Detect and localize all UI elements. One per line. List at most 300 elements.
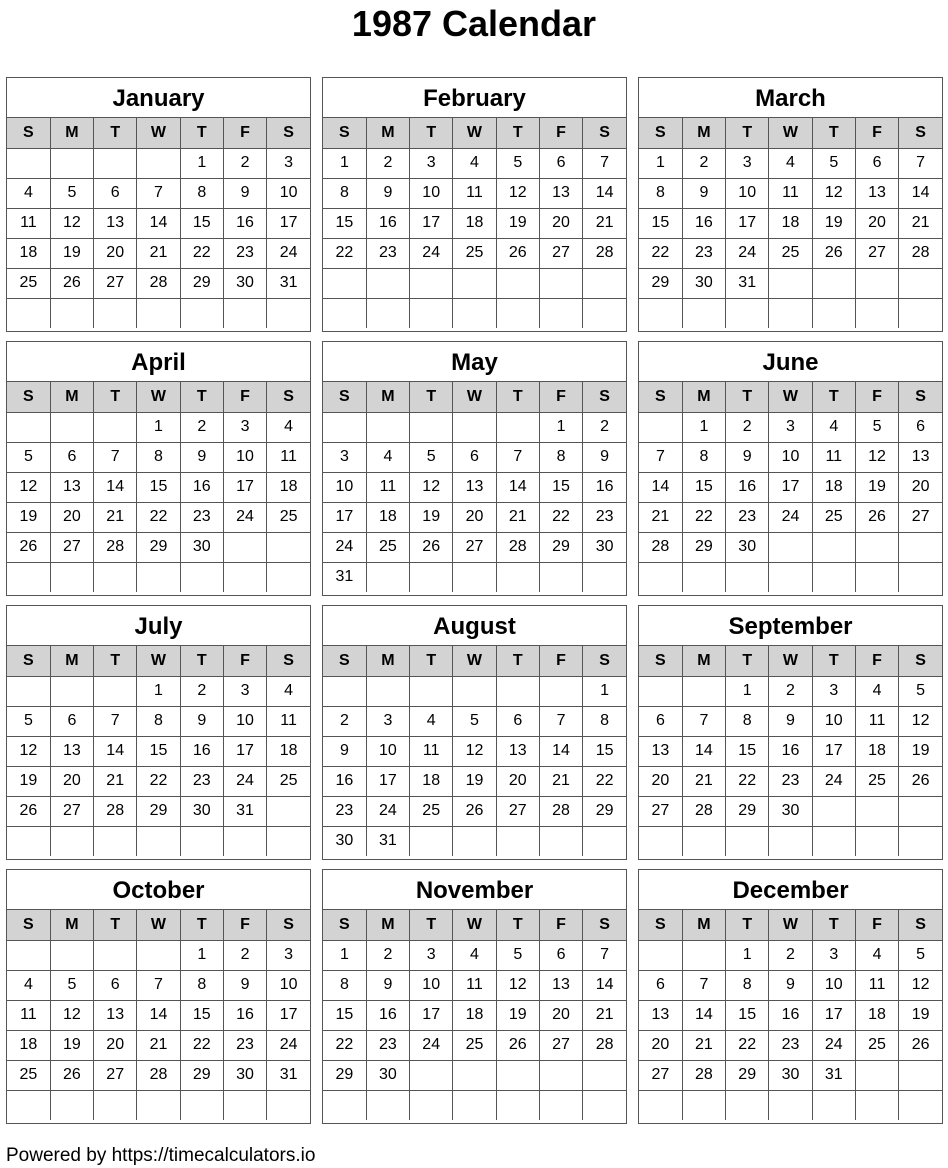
day-cell: 4 [812, 412, 855, 442]
day-cell [639, 826, 682, 856]
day-cell: 1 [180, 940, 223, 970]
weekday-header: M [50, 382, 93, 412]
day-cell: 15 [639, 208, 682, 238]
day-cell [94, 412, 137, 442]
day-cell: 7 [583, 148, 626, 178]
day-cell: 30 [180, 796, 223, 826]
day-cell [50, 940, 93, 970]
day-cell: 30 [726, 532, 769, 562]
day-cell: 20 [496, 766, 539, 796]
month-name: October [7, 870, 310, 910]
weekday-header: S [583, 118, 626, 148]
day-cell: 3 [812, 940, 855, 970]
day-cell [639, 1090, 682, 1120]
weekday-header: T [410, 646, 453, 676]
day-cell: 15 [137, 736, 180, 766]
day-cell: 30 [682, 268, 725, 298]
day-cell: 7 [496, 442, 539, 472]
day-cell: 11 [410, 736, 453, 766]
day-cell [682, 940, 725, 970]
day-cell: 14 [94, 736, 137, 766]
day-cell: 15 [726, 1000, 769, 1030]
day-cell: 15 [180, 1000, 223, 1030]
day-cell: 16 [769, 736, 812, 766]
day-cell: 18 [410, 766, 453, 796]
day-cell: 5 [50, 178, 93, 208]
day-cell: 28 [137, 268, 180, 298]
weekday-header: F [539, 382, 582, 412]
day-cell: 27 [539, 1030, 582, 1060]
weekday-header: S [7, 118, 50, 148]
day-cell [223, 532, 266, 562]
day-cell: 20 [50, 766, 93, 796]
weekday-header: S [7, 646, 50, 676]
day-cell [583, 268, 626, 298]
day-cell: 4 [366, 442, 409, 472]
day-cell: 6 [639, 970, 682, 1000]
weekday-header: F [855, 646, 898, 676]
day-cell: 4 [7, 178, 50, 208]
day-cell: 8 [323, 178, 366, 208]
day-cell: 21 [583, 208, 626, 238]
month-grid [323, 382, 626, 592]
day-cell: 25 [366, 532, 409, 562]
day-cell [899, 1090, 942, 1120]
day-cell: 30 [769, 1060, 812, 1090]
day-cell: 4 [769, 148, 812, 178]
week-row [7, 208, 310, 238]
day-cell: 24 [223, 766, 266, 796]
day-cell: 29 [539, 532, 582, 562]
day-cell: 4 [453, 148, 496, 178]
day-cell: 14 [94, 472, 137, 502]
weekday-header: S [583, 910, 626, 940]
day-cell [496, 412, 539, 442]
day-cell: 29 [180, 268, 223, 298]
day-cell [410, 1090, 453, 1120]
day-cell [899, 826, 942, 856]
day-cell: 26 [50, 268, 93, 298]
day-cell: 24 [267, 1030, 310, 1060]
day-cell [267, 1090, 310, 1120]
day-cell: 2 [180, 676, 223, 706]
day-cell: 5 [7, 706, 50, 736]
day-cell: 22 [726, 1030, 769, 1060]
day-cell [496, 1090, 539, 1120]
month-name: August [323, 606, 626, 646]
day-cell: 26 [899, 766, 942, 796]
day-cell: 16 [366, 208, 409, 238]
month-name: March [639, 78, 942, 118]
day-cell [855, 1090, 898, 1120]
day-cell: 18 [267, 736, 310, 766]
day-cell [769, 826, 812, 856]
day-cell [366, 562, 409, 592]
day-cell [323, 412, 366, 442]
day-cell: 9 [366, 970, 409, 1000]
day-cell: 6 [539, 940, 582, 970]
day-cell: 21 [583, 1000, 626, 1030]
day-cell: 25 [7, 268, 50, 298]
day-cell: 25 [855, 1030, 898, 1060]
day-cell: 3 [769, 412, 812, 442]
week-row [639, 736, 942, 766]
weekday-header: W [137, 910, 180, 940]
day-cell [223, 298, 266, 328]
week-row [639, 178, 942, 208]
day-cell: 23 [323, 796, 366, 826]
day-cell: 20 [639, 1030, 682, 1060]
week-row [323, 148, 626, 178]
weekday-header: T [812, 382, 855, 412]
day-cell [812, 826, 855, 856]
day-cell: 24 [223, 502, 266, 532]
day-cell: 18 [812, 472, 855, 502]
day-cell: 13 [539, 178, 582, 208]
month-name: September [639, 606, 942, 646]
month-grid [323, 118, 626, 328]
day-cell: 12 [50, 1000, 93, 1030]
month-august [322, 605, 627, 860]
weekday-header: S [267, 382, 310, 412]
day-cell: 9 [366, 178, 409, 208]
week-row [7, 970, 310, 1000]
weekday-header-row [639, 910, 942, 940]
day-cell: 19 [410, 502, 453, 532]
weekday-header: M [366, 910, 409, 940]
week-row [323, 532, 626, 562]
day-cell: 8 [682, 442, 725, 472]
week-row [639, 532, 942, 562]
day-cell: 2 [366, 148, 409, 178]
day-cell [812, 298, 855, 328]
day-cell [539, 826, 582, 856]
day-cell: 7 [137, 178, 180, 208]
day-cell: 3 [223, 412, 266, 442]
week-row [7, 1000, 310, 1030]
day-cell: 28 [94, 532, 137, 562]
weekday-header: W [453, 910, 496, 940]
weekday-header: S [323, 910, 366, 940]
day-cell: 26 [812, 238, 855, 268]
day-cell: 26 [855, 502, 898, 532]
day-cell: 17 [812, 736, 855, 766]
day-cell: 23 [366, 1030, 409, 1060]
day-cell: 11 [7, 208, 50, 238]
day-cell: 22 [323, 238, 366, 268]
week-row [7, 676, 310, 706]
day-cell: 2 [583, 412, 626, 442]
day-cell: 16 [323, 766, 366, 796]
day-cell: 31 [726, 268, 769, 298]
day-cell [639, 676, 682, 706]
day-cell: 15 [682, 472, 725, 502]
day-cell [855, 298, 898, 328]
week-row [323, 208, 626, 238]
week-row [639, 1030, 942, 1060]
day-cell: 9 [726, 442, 769, 472]
month-september [638, 605, 943, 860]
day-cell: 21 [496, 502, 539, 532]
day-cell: 21 [899, 208, 942, 238]
day-cell [7, 826, 50, 856]
day-cell: 3 [267, 940, 310, 970]
day-cell [639, 298, 682, 328]
day-cell [812, 562, 855, 592]
day-cell: 3 [223, 676, 266, 706]
day-cell: 31 [812, 1060, 855, 1090]
day-cell [7, 148, 50, 178]
day-cell: 7 [899, 148, 942, 178]
day-cell: 11 [453, 970, 496, 1000]
day-cell: 18 [267, 472, 310, 502]
day-cell: 29 [682, 532, 725, 562]
day-cell: 15 [323, 1000, 366, 1030]
day-cell: 19 [855, 472, 898, 502]
weekday-header-row [323, 646, 626, 676]
day-cell [94, 826, 137, 856]
weekday-header: T [410, 382, 453, 412]
day-cell: 29 [180, 1060, 223, 1090]
day-cell: 14 [496, 472, 539, 502]
weekday-header: T [726, 382, 769, 412]
day-cell: 11 [7, 1000, 50, 1030]
day-cell [899, 1060, 942, 1090]
month-name: July [7, 606, 310, 646]
day-cell: 10 [366, 736, 409, 766]
day-cell: 4 [855, 940, 898, 970]
day-cell [855, 796, 898, 826]
day-cell: 28 [682, 796, 725, 826]
day-cell: 8 [137, 706, 180, 736]
day-cell: 11 [453, 178, 496, 208]
month-grid [639, 646, 942, 856]
week-row [323, 766, 626, 796]
week-row [7, 298, 310, 328]
weekday-header: W [769, 646, 812, 676]
day-cell: 7 [539, 706, 582, 736]
day-cell [267, 298, 310, 328]
day-cell [726, 298, 769, 328]
day-cell: 23 [583, 502, 626, 532]
day-cell: 22 [137, 766, 180, 796]
day-cell [137, 826, 180, 856]
day-cell: 6 [639, 706, 682, 736]
weekday-header: F [223, 910, 266, 940]
day-cell: 25 [453, 238, 496, 268]
day-cell [682, 676, 725, 706]
day-cell: 12 [496, 178, 539, 208]
day-cell [94, 1090, 137, 1120]
month-name: April [7, 342, 310, 382]
day-cell [855, 826, 898, 856]
day-cell [137, 148, 180, 178]
day-cell: 15 [137, 472, 180, 502]
weekday-header: F [539, 118, 582, 148]
day-cell: 1 [726, 676, 769, 706]
day-cell: 20 [50, 502, 93, 532]
month-name: May [323, 342, 626, 382]
day-cell: 3 [812, 676, 855, 706]
week-row [7, 442, 310, 472]
day-cell: 11 [366, 472, 409, 502]
day-cell [7, 562, 50, 592]
day-cell: 10 [812, 706, 855, 736]
day-cell: 11 [812, 442, 855, 472]
weekday-header: S [899, 910, 942, 940]
day-cell [94, 148, 137, 178]
week-row [639, 1000, 942, 1030]
weekday-header: M [366, 646, 409, 676]
weekday-header: S [583, 382, 626, 412]
day-cell: 26 [7, 796, 50, 826]
week-row [7, 268, 310, 298]
week-row [639, 412, 942, 442]
weekday-header: T [496, 382, 539, 412]
day-cell: 24 [267, 238, 310, 268]
day-cell: 13 [539, 970, 582, 1000]
day-cell: 16 [366, 1000, 409, 1030]
day-cell: 18 [453, 1000, 496, 1030]
day-cell: 9 [323, 736, 366, 766]
week-row [7, 940, 310, 970]
day-cell [583, 826, 626, 856]
day-cell [726, 562, 769, 592]
day-cell [682, 562, 725, 592]
day-cell: 5 [7, 442, 50, 472]
day-cell: 26 [7, 532, 50, 562]
weekday-header: M [682, 382, 725, 412]
day-cell: 25 [855, 766, 898, 796]
day-cell: 19 [7, 766, 50, 796]
day-cell: 6 [94, 178, 137, 208]
day-cell: 10 [223, 706, 266, 736]
day-cell [453, 1090, 496, 1120]
weekday-header-row [323, 910, 626, 940]
day-cell: 6 [50, 706, 93, 736]
day-cell: 28 [639, 532, 682, 562]
day-cell: 9 [769, 706, 812, 736]
day-cell [410, 412, 453, 442]
day-cell: 16 [769, 1000, 812, 1030]
day-cell: 10 [223, 442, 266, 472]
week-row [639, 1060, 942, 1090]
day-cell: 6 [50, 442, 93, 472]
day-cell [7, 940, 50, 970]
day-cell: 9 [180, 442, 223, 472]
week-row [7, 412, 310, 442]
day-cell [323, 1090, 366, 1120]
day-cell: 17 [267, 1000, 310, 1030]
day-cell: 25 [453, 1030, 496, 1060]
day-cell [410, 826, 453, 856]
day-cell [453, 826, 496, 856]
month-march [638, 77, 943, 332]
day-cell: 2 [223, 148, 266, 178]
day-cell: 17 [726, 208, 769, 238]
day-cell: 13 [94, 208, 137, 238]
day-cell [410, 562, 453, 592]
day-cell: 21 [94, 766, 137, 796]
week-row [323, 1000, 626, 1030]
weekday-header-row [323, 118, 626, 148]
day-cell: 12 [855, 442, 898, 472]
day-cell: 22 [323, 1030, 366, 1060]
day-cell: 5 [453, 706, 496, 736]
day-cell [769, 298, 812, 328]
day-cell [94, 676, 137, 706]
month-november [322, 869, 627, 1124]
weekday-header: F [223, 382, 266, 412]
day-cell: 1 [323, 148, 366, 178]
day-cell: 27 [50, 796, 93, 826]
day-cell [137, 562, 180, 592]
day-cell: 23 [223, 238, 266, 268]
day-cell: 9 [223, 970, 266, 1000]
day-cell: 16 [223, 208, 266, 238]
day-cell [769, 268, 812, 298]
day-cell: 24 [769, 502, 812, 532]
day-cell: 18 [855, 736, 898, 766]
day-cell: 25 [7, 1060, 50, 1090]
day-cell: 23 [769, 766, 812, 796]
day-cell: 21 [94, 502, 137, 532]
day-cell: 16 [180, 736, 223, 766]
day-cell [639, 412, 682, 442]
day-cell: 21 [639, 502, 682, 532]
month-january [6, 77, 311, 332]
day-cell [899, 532, 942, 562]
weekday-header: S [899, 118, 942, 148]
month-name: February [323, 78, 626, 118]
day-cell: 22 [180, 238, 223, 268]
week-row [323, 736, 626, 766]
day-cell: 6 [94, 970, 137, 1000]
day-cell: 1 [682, 412, 725, 442]
day-cell: 17 [812, 1000, 855, 1030]
day-cell: 7 [137, 970, 180, 1000]
month-april [6, 341, 311, 596]
day-cell: 6 [539, 148, 582, 178]
day-cell: 24 [366, 796, 409, 826]
day-cell: 21 [137, 238, 180, 268]
day-cell [496, 298, 539, 328]
day-cell: 2 [726, 412, 769, 442]
week-row [323, 706, 626, 736]
day-cell: 24 [410, 1030, 453, 1060]
day-cell: 13 [50, 736, 93, 766]
month-grid [639, 382, 942, 592]
day-cell: 11 [267, 706, 310, 736]
weekday-header: W [137, 646, 180, 676]
weekday-header: T [496, 646, 539, 676]
day-cell: 14 [137, 208, 180, 238]
week-row [323, 940, 626, 970]
day-cell [50, 412, 93, 442]
week-row [639, 268, 942, 298]
day-cell: 16 [223, 1000, 266, 1030]
day-cell: 12 [50, 208, 93, 238]
week-row [639, 940, 942, 970]
day-cell: 5 [50, 970, 93, 1000]
day-cell [50, 826, 93, 856]
day-cell: 22 [583, 766, 626, 796]
day-cell [539, 1060, 582, 1090]
day-cell: 14 [539, 736, 582, 766]
day-cell: 25 [267, 502, 310, 532]
day-cell: 12 [7, 736, 50, 766]
week-row [323, 412, 626, 442]
